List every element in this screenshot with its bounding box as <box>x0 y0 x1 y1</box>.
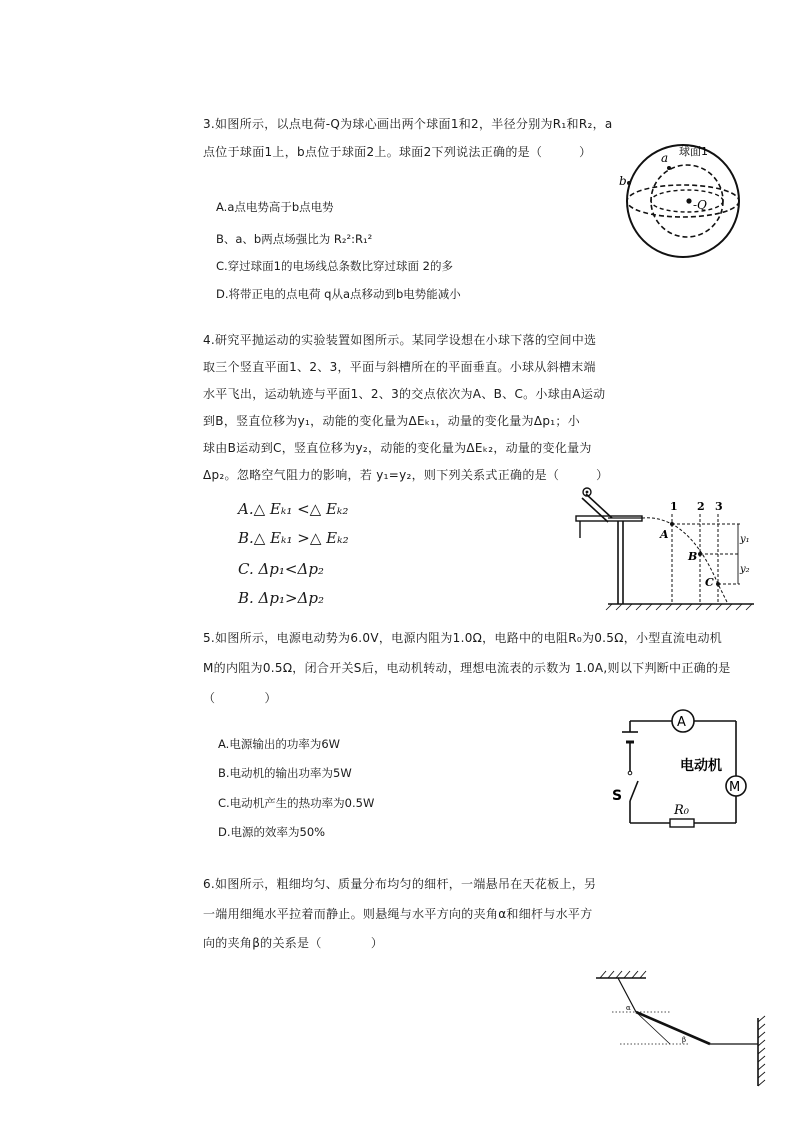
q4-option-d: B. Δp₁>Δp₂ <box>238 589 325 607</box>
q6-stem-line1: 6.如图所示，粗细均匀、质量分布均匀的细杆，一端悬吊在天花板上，另 <box>203 877 597 891</box>
q3-label-charge: -Q <box>693 198 707 212</box>
q6-label-beta: β <box>682 1036 687 1044</box>
q3-label-b: b <box>619 174 627 188</box>
q5-stem-line1: 5.如图所示，电源电动势为6.0V，电源内阻为1.0Ω，电路中的电阻R₀为0.5Ω，小型直流电动机 <box>203 631 723 645</box>
q6-rod-figure <box>590 968 775 1090</box>
q4-option-c: C. Δp₁<Δp₂ <box>238 560 324 578</box>
q3-stem-line1: 3.如图所示，以点电荷-Q为球心画出两个球面1和2，半径分别为R₁和R₂，a <box>203 117 613 131</box>
q4-stem-line4: 到B，竖直位移为y₁，动能的变化量为ΔEₖ₁，动量的变化量为Δp₁；小 <box>203 414 580 428</box>
q3-option-a: A.a点电势高于b点电势 <box>216 200 334 214</box>
q3-option-c: C.穿过球面1的电场线总条数比穿过球面 2的多 <box>216 259 453 273</box>
q5-label-motor-text: 电动机 <box>680 758 722 774</box>
q4-label-point-c: C <box>705 576 714 589</box>
q6-stem-line3: 向的夹角β的关系是（ ） <box>203 936 384 950</box>
q4-label-y2: y₂ <box>740 564 750 575</box>
q4-stem-line5: 球由B运动到C，竖直位移为y₂，动能的变化量为ΔEₖ₂，动量的变化量为 <box>203 441 592 455</box>
q5-option-c: C.电动机产生的热功率为0.5W <box>218 796 375 810</box>
q6-label-alpha: α <box>626 1004 631 1012</box>
q4-label-plane2: 2 <box>697 500 705 513</box>
q5-label-motor: M <box>729 780 741 795</box>
q4-option-a: A.△ Eₖ₁ <△ Eₖ₂ <box>238 500 349 518</box>
q3-option-b: B、a、b两点场强比为 R₂²:R₁² <box>216 232 373 246</box>
q4-label-point-a: A <box>660 528 669 541</box>
q4-label-point-b: B <box>688 550 698 563</box>
q3-stem-line2: 点位于球面1上，b点位于球面2上。球面2下列说法正确的是（ ） <box>203 145 592 159</box>
q3-option-d: D.将带正电的点电荷 q从a点移动到b电势能减小 <box>216 287 461 301</box>
q5-label-ammeter: A <box>677 715 686 730</box>
q4-label-plane1: 1 <box>670 500 678 513</box>
q5-stem-line3: （ ） <box>203 691 277 705</box>
q3-label-a: a <box>661 151 669 165</box>
q4-stem-line2: 取三个竖直平面1、2、3，平面与斜槽所在的平面垂直。小球从斜槽末端 <box>203 360 596 374</box>
q4-projectile-figure <box>568 480 758 612</box>
q5-stem-line2: M的内阻为0.5Ω，闭合开关S后，电动机转动，理想电流表的示数为 1.0A,则以下判断中正确的是 <box>203 661 731 675</box>
q4-stem-line6: Δp₂。忽略空气阻力的影响，若 y₁=y₂，则下列关系式正确的是（ ） <box>203 468 609 482</box>
q5-option-b: B.电动机的输出功率为5W <box>218 766 352 780</box>
q5-option-a: A.电源输出的功率为6W <box>218 737 341 751</box>
q6-stem-line2: 一端用细绳水平拉着而静止。则悬绳与水平方向的夹角α和细杆与水平方 <box>203 907 593 921</box>
q4-label-y1: y₁ <box>740 534 750 545</box>
q4-label-plane3: 3 <box>715 500 723 513</box>
q3-label-sphere1: 球面1 <box>679 145 708 158</box>
q4-stem-line1: 4.研究平抛运动的实验装置如图所示。某同学设想在小球下落的空间中选 <box>203 333 597 347</box>
q3-sphere-figure <box>615 135 755 265</box>
q5-option-d: D.电源的效率为50% <box>218 825 326 839</box>
q5-circuit-figure <box>610 705 750 830</box>
q5-label-switch: S <box>612 788 623 804</box>
q4-option-b: B.△ Eₖ₁ >△ Eₖ₂ <box>238 529 349 547</box>
q5-label-resistor: R₀ <box>674 803 689 818</box>
q4-stem-line3: 水平飞出，运动轨迹与平面1、2、3的交点依次为A、B、C。小球由A运动 <box>203 387 606 401</box>
